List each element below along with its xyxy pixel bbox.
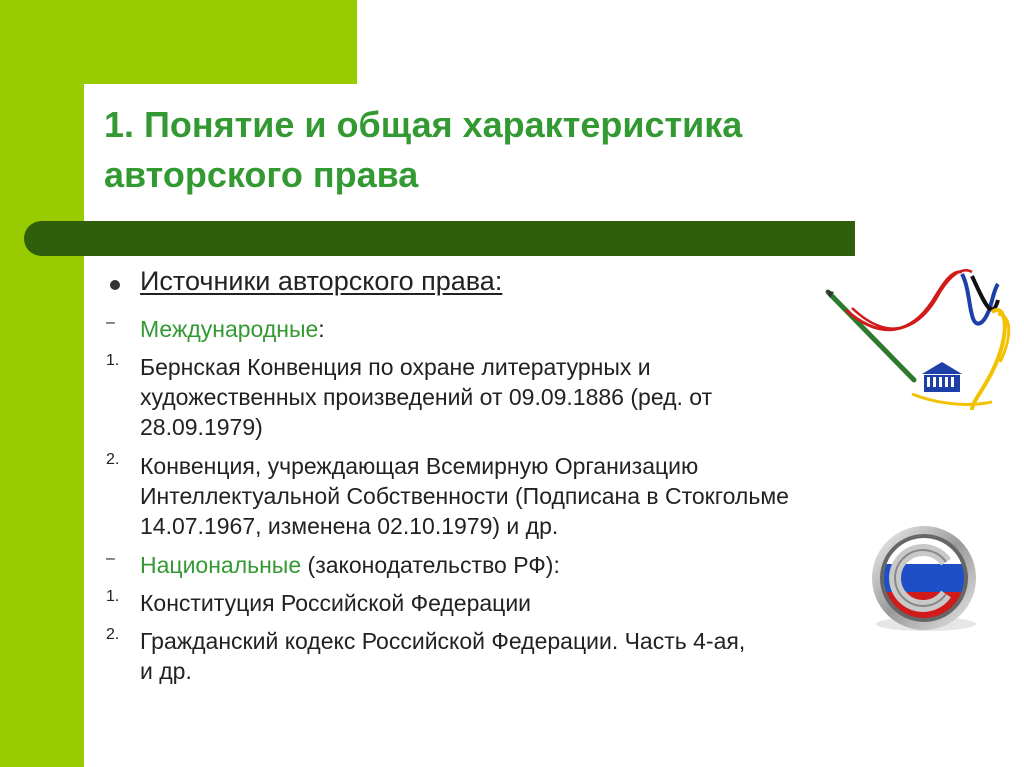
item-text: (законодательство РФ):: [301, 552, 560, 578]
list-item: [106, 550, 560, 580]
sources-heading: Источники авторского права:: [140, 266, 503, 296]
list-marker: –: [106, 550, 115, 567]
list-marker: 1.: [106, 588, 120, 605]
list-item: [106, 314, 325, 344]
heading-row: [106, 266, 502, 296]
unesco-hand-logo-icon: [822, 262, 1018, 412]
list-marker: –: [106, 314, 115, 331]
item-line: художественных произведений от 09.09.1886 (ред. от: [140, 384, 713, 410]
item-text: :: [318, 316, 325, 342]
list-item: [106, 626, 745, 686]
lime-left-bar: [0, 0, 84, 767]
item-line: 28.09.1979): [140, 414, 263, 440]
list-marker: 2.: [106, 451, 120, 468]
list-marker: 2.: [106, 626, 120, 643]
category-national: Национальные: [140, 552, 302, 578]
item-line: Гражданский кодекс Российской Федерации. Часть 4-ая,: [140, 628, 746, 654]
item-line: 14.07.1967, изменена 02.10.1979) и др.: [140, 513, 559, 539]
item-line: и др.: [140, 658, 192, 684]
list-item: [106, 352, 712, 442]
item-line: Бернская Конвенция по охране литературных и: [140, 354, 651, 380]
title-line-1: 1. Понятие и общая характеристика: [104, 104, 743, 145]
bullet-dot-icon: [110, 280, 120, 290]
item-line: Конституция Российской Федерации: [140, 590, 532, 616]
item-line: Интеллектуальной Собственности (Подписана в Стокгольме: [140, 483, 789, 509]
category-international: Международные: [140, 316, 319, 342]
title-divider-bar: [24, 221, 855, 256]
slide-title: [104, 100, 924, 200]
lime-top-bar: [0, 0, 357, 84]
copyright-icon: [862, 522, 990, 634]
title-line-2: авторского права: [104, 154, 419, 195]
list-item: [106, 451, 789, 541]
item-line: Конвенция, учреждающая Всемирную Организацию: [140, 453, 699, 479]
list-marker: 1.: [106, 352, 120, 369]
list-item: [106, 588, 531, 618]
